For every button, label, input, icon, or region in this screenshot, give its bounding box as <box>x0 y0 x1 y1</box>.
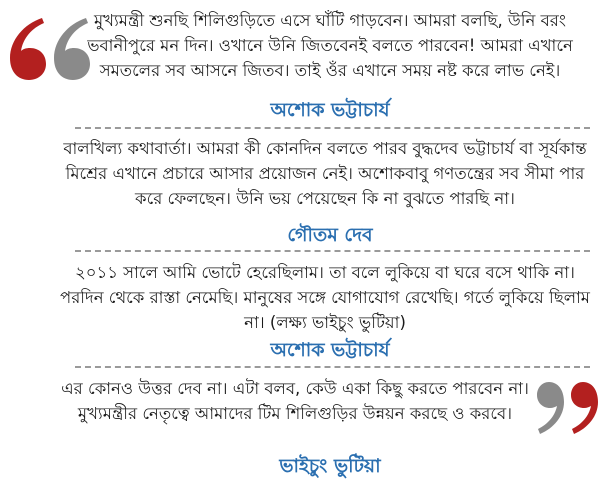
quote-text: ২০১১ সালে আমি ভোটে হেরেছিলাম। তা বলে লুকিয়ে বা ঘরে বসে থাকি না। পরদিন থেকে রাস্তা নেমেছি। মানুষের সঙ্গে যোগাযোগ রেখেছি। গর্তে লুকিয়ে ছিলাম না। (লক্ষ্য ভাইচুং ভুটিয়া) <box>60 263 590 332</box>
quote-speaker: অশোক ভট্টাচার্য <box>270 99 390 121</box>
quote-text: বালখিল্য কথাবার্তা। আমরা কী কোনদিন বলতে পারব বুদ্ধদেব ভট্টাচার্য বা সূর্যকান্ত মিশ্রের এখানে প্রচারে আসার প্রয়োজন নেই। অশোকবাবু গণতন্ত্রের সব সীমা পার করে ফেলছেন। উনি ভয় পেয়েছেন কি না বুঝতে পারছি না। <box>63 139 587 208</box>
divider <box>75 366 590 368</box>
quote-block-4 <box>0 376 600 426</box>
quote-block-3 <box>0 260 600 335</box>
quote-speaker: ভাইচুং ভুটিয়া <box>279 455 381 477</box>
quote-text: এর কোনও উত্তর দেব না। এটা বলব, কেউ একা কিছু করতে পারবেন না। মুখ্যমন্ত্রীর নেতৃত্বে আমাদের টিম শিলিগুড়ির উন্নয়ন করছে ও করবে। <box>61 379 529 423</box>
divider <box>75 250 590 252</box>
divider <box>75 127 590 129</box>
quote-speaker: গৌতম দেব <box>287 224 373 246</box>
quote-text: মুখ্যমন্ত্রী শুনছি শিলিগুড়িতে এসে ঘাঁটি গাড়বেন। আমরা বলছি, উনি বরং ভবানীপুরে মন দিন। ওখানে উনি জিতবেনই বলতে পারবেন! আমরা এখানে সমতলের সব আসনে জিতব। তাই ওঁর এখানে সময় নষ্ট করে লাভ নেই। <box>87 11 573 80</box>
quote-block-2 <box>0 136 600 211</box>
quote-speaker: অশোক ভট্টাচার্য <box>270 339 390 361</box>
quote-block-1 <box>0 8 600 83</box>
